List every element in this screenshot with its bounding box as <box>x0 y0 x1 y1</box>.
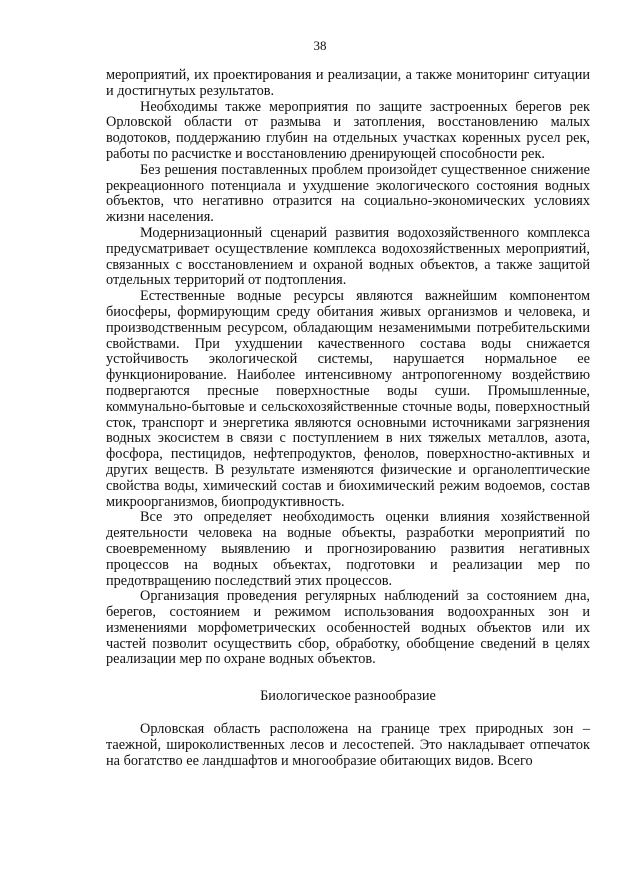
paragraph: Без решения поставленных проблем произойдет существенное снижение рекреационного потенциала и ухудшение экологического состояния водных объектов, что негативно отразится на социально-экономических условиях жизни населения. <box>106 161 590 226</box>
paragraph: Все это определяет необходимость оценки влияния хозяйственной деятельности человека на водные объекты, разработки мероприятий по своевременному выявлению и прогнозированию развития негативных процессов на водных объектах, подготовки и реализации мер по предотвращению последствий этих процессов. <box>106 509 590 589</box>
document-body <box>106 68 590 770</box>
section-heading: Биологическое разнообразие <box>260 688 436 705</box>
paragraph: Естественные водные ресурсы являются важнейшим компонентом биосферы, формирующим среду обитания живых организмов и человека, и производственным ресурсом, обладающим незаменимыми потребительскими свойствами. При ухудшении качественного состава воды снижается устойчивость экологической системы, нарушается нормальное ее функционирование. Наиболее интенсивному антропогенному воздействию подвергаются пресные поверхностные воды суши. Промышленные, коммунально-бытовые и сельскохозяйственные сточные воды, поверхностный сток, транспорт и энергетика являются основными источниками загрязнения водных экосистем в связи с поступлением в них тяжелых металлов, азота, фосфора, пестицидов, нефтепродуктов, фенолов, поверхностно-активных и других веществ. В результате изменяются физические и органолептические свойства воды, химический состав и биохимический режим водоемов, состав микроорганизмов, биопродуктивность. <box>106 288 590 510</box>
paragraphs-after-heading <box>106 722 590 769</box>
paragraph: Орловская область расположена на границе трех природных зон – таежной, широколиственных лесов и лесостепей. Это накладывает отпечаток на богатство ее ландшафтов и многообразие обитающих видов. Всего <box>106 721 590 769</box>
paragraph: Модернизационный сценарий развития водохозяйственного комплекса предусматривает осуществление комплекса водохозяйственных мероприятий, связанных с восстановлением и охраной водных объектов, а также защитой отдельных территорий от подтопления. <box>106 224 590 289</box>
paragraph: Необходимы также мероприятия по защите застроенных берегов рек Орловской области от размыва и затопления, восстановлению малых водотоков, поддержанию глубин на отдельных участках коренных русел рек, работы по расчистке и восстановлению дренирующей способности рек. <box>106 98 590 162</box>
page-number: 38 <box>313 38 327 53</box>
paragraph: Организация проведения регулярных наблюдений за состоянием дна, берегов, состоянием и режимом использования водоохранных зон и изменениями морфометрических особенностей водных объектов или их частей позволит осуществить сбор, обработку, обобщение сведений в целях реализации мер по охране водных объектов. <box>106 588 590 668</box>
paragraphs-before-heading <box>106 68 590 668</box>
paragraph: мероприятий, их проектирования и реализации, а также мониторинг ситуации и достигнутых результатов. <box>106 67 590 99</box>
